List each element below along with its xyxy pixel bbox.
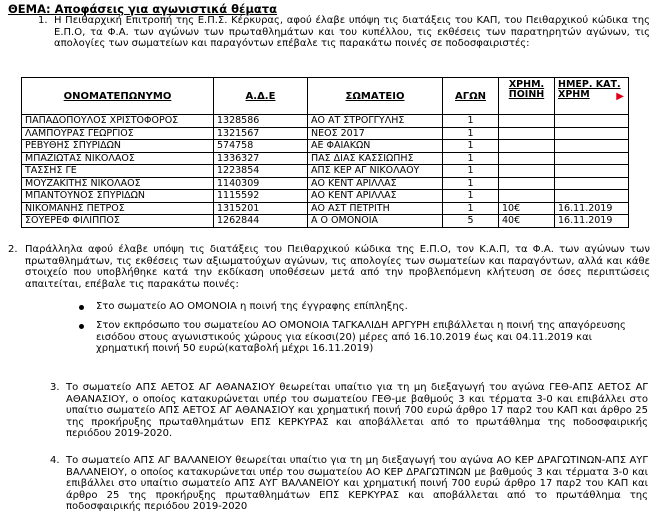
cell-matches: 5 (443, 215, 499, 228)
cell-payment-date (555, 115, 629, 128)
cell-fine (499, 127, 555, 140)
cell-ade-number: 1223854 (214, 165, 308, 178)
cell-ade-number: 1336327 (214, 152, 308, 165)
cell-player-name: ΜΠΑΖΙΩΤΑΣ ΝΙΚΟΛΑΟΣ (22, 152, 214, 165)
cell-club: ΑΠΣ ΚΕΡ ΑΓ ΝΙΚΟΛΑΟΥ (308, 165, 443, 178)
table-row (22, 140, 629, 153)
table-row (22, 202, 629, 215)
item-2-number: 2. (8, 244, 18, 255)
cell-fine (499, 140, 555, 153)
cell-club: ΑΟ ΑΣΤ ΠΕΤΡΙΤΗ (308, 202, 443, 215)
cell-matches: 1 (443, 115, 499, 128)
cell-payment-date (555, 177, 629, 190)
table-row (22, 165, 629, 178)
cell-fine (499, 115, 555, 128)
col-header-name: ΟΝΟΜΑΤΕΠΩΝΥΜΟ (22, 78, 214, 115)
cell-fine (499, 165, 555, 178)
cell-club: Α Ο ΟΜΟΝΟΙΑ (308, 215, 443, 228)
cell-player-name: ΜΟΥΖΑΚΙΤΗΣ ΝΙΚΟΛΑΟΣ (22, 177, 214, 190)
cell-payment-date (555, 140, 629, 153)
cell-matches: 1 (443, 140, 499, 153)
cell-payment-date (555, 152, 629, 165)
cell-ade-number: 574758 (214, 140, 308, 153)
table-row (22, 177, 629, 190)
cell-club: ΑΕ ΦΑΙΑΚΩΝ (308, 140, 443, 153)
cell-matches: 1 (443, 190, 499, 203)
table-row (22, 215, 629, 228)
cell-player-name: ΜΠΑΝΤΟΥΝΟΣ ΣΠΥΡΙΔΩΝ (22, 190, 214, 203)
cell-fine (499, 177, 555, 190)
document-title: ΘΕΜΑ: Αποφάσεις για αγωνιστικά θέματα (8, 2, 278, 16)
cell-payment-date (555, 190, 629, 203)
cell-matches: 1 (443, 202, 499, 215)
table-body (22, 115, 629, 228)
cell-ade-number: 1262844 (214, 215, 308, 228)
col-header-matches: ΑΓΩΝ (443, 78, 499, 115)
table-row (22, 152, 629, 165)
col-header-fine: ΧΡΗΜ. ΠΟΙΝΗ (499, 78, 555, 115)
item-2-bullet-1: Στο σωματείο ΑΟ ΟΜΟΝΟΙΑ η ποινή της έγγραφης επίπληξης. (96, 301, 408, 312)
item-4-number: 4. (50, 455, 60, 466)
table-row (22, 127, 629, 140)
item-4-text: Το σωματείο ΑΠΣ ΑΓ ΒΑΛΑΝΕΙΟΥ θεωρείται υπαίτιο για τη μη διεξαγωγή του αγώνα ΑΟ ΚΕΡ ΔΡΑΓΩΤΙΝΩΝ-ΑΠΣ ΑΥΓ ΒΑΛΑΝΕΙΟΥ, ο οποίος κατακυρώνεται υπέρ του σωματείου ΑΟ ΚΕΡ ΔΡΑΓΩΤΙΝΩΝ με βαθμούς 3 και τέρματα 3-0 και επιβάλλει στο υπαίτιο σωματείο ΑΠΣ ΑΥΓ ΒΑΛΑΝΕΙΟΥ και χρηματική ποινή 700 ευρώ άρθρο 17 παρ2 του ΚΑΠ και άρθρο 25 της προκήρυξης πρωταθλημάτων ΕΠΣ ΚΕΡΚΥΡΑΣ και αποβάλλεται από το πρωτάθλημα της ποδοσφαιρικής περιόδου 2019-2020 (66, 455, 648, 513)
cell-player-name: ΝΙΚΟΜΑΝΗΣ ΠΕΤΡΟΣ (22, 202, 214, 215)
cell-club: ΑΟ ΚΕΝΤ ΑΡΙΛΛΑΣ (308, 190, 443, 203)
cell-club: ΝΕΟΣ 2017 (308, 127, 443, 140)
cell-player-name: ΡΕΒΥΘΗΣ ΣΠΥΡΙΔΩΝ (22, 140, 214, 153)
cell-club: ΑΟ ΑΤ ΣΤΡΟΓΓΥΛΗΣ (308, 115, 443, 128)
cell-fine: 10€ (499, 202, 555, 215)
cell-player-name: ΤΑΣΣΗΣ ΓΕ (22, 165, 214, 178)
cell-payment-date (555, 127, 629, 140)
cell-ade-number: 1321567 (214, 127, 308, 140)
cell-fine (499, 152, 555, 165)
cell-player-name: ΛΑΜΠΟΥΡΑΣ ΓΕΩΡΓΙΟΣ (22, 127, 214, 140)
cell-ade-number: 1328586 (214, 115, 308, 128)
bullet-dot-icon (79, 305, 84, 310)
cell-ade-number: 1140309 (214, 177, 308, 190)
cell-payment-date: 16.11.2019 (555, 202, 629, 215)
cell-fine: 40€ (499, 215, 555, 228)
item-1-number: 1. (38, 15, 48, 26)
cell-ade-number: 1315201 (214, 202, 308, 215)
col-header-ade: Α.Δ.Ε (214, 78, 308, 115)
red-triangle-marker-icon: ▶ (616, 91, 624, 102)
item-1-text: Η Πειθαρχική Επιτροπή της Ε.Π.Σ. Κέρκυρας, αφού έλαβε υπόψη τις διατάξεις του ΚΑΠ, του Πειθαρχικού κώδικα της Ε.Π.Ο, τα Φ.Α. των αγώνων των πρωταθλημάτων και του κυπέλλου, τις εκθέσεις των παρατηρητών αγώνων, τις απολογίες των σωματείων και παραγόντων επέβαλε τις παρακάτω ποινές σε ποδοσφαιριστές: (54, 15, 650, 50)
cell-club: ΑΟ ΚΕΝΤ ΑΡΙΛΛΑΣ (308, 177, 443, 190)
table-row (22, 115, 629, 128)
penalties-table (21, 77, 629, 228)
cell-payment-date (555, 165, 629, 178)
cell-ade-number: 1115592 (214, 190, 308, 203)
cell-matches: 1 (443, 152, 499, 165)
item-3-text: Το σωματείο ΑΠΣ ΑΕΤΟΣ ΑΓ ΑΘΑΝΑΣΙΟΥ θεωρείται υπαίτιο για τη μη διεξαγωγή του αγώνα ΓΕΘ-ΑΠΣ ΑΕΤΟΣ ΑΓ ΑΘΑΝΑΣΙΟΥ, ο οποίος κατακυρώνεται υπέρ του σωματείου ΓΕΘ-με βαθμούς 3 και τέρματα 3-0 και επιβάλλει στο υπαίτιο σωματείο ΑΠΣ ΑΕΤΟΣ ΑΓ ΑΘΑΝΑΣΙΟΥ και χρηματική ποινή 700 ευρώ άρθρο 17 παρ2 του ΚΑΠ και άρθρο 25 της προκήρυξης πρωταθλημάτων ΕΠΣ ΚΕΡΚΥΡΑΣ και αποβάλλεται από το πρωτάθλημα της ποδοσφαιρικής περιόδου 2019-2020. (66, 382, 648, 440)
item-2-bullet-2: Στον εκπρόσωπο του σωματείου ΑΟ ΟΜΟΝΟΙΑ ΤΑΓΚΑΛΙΔΗ ΑΡΓΥΡΗ επιβάλλεται η ποινή της απαγόρευσης εισόδου στους αγωνιστικούς χώρους για είκοσι(20) μέρες από 16.10.2019 έως και 04.11.2019 και χρηματική ποινή 50 ευρώ(καταβολή μέχρι 16.11.2019) (96, 320, 626, 355)
cell-payment-date: 16.11.2019 (555, 215, 629, 228)
item-3-number: 3. (50, 382, 60, 393)
cell-matches: 1 (443, 165, 499, 178)
cell-matches: 1 (443, 127, 499, 140)
cell-player-name: ΠΑΠΑΔΟΠΟΥΛΟΣ ΧΡΙΣΤΟΦΟΡΟΣ (22, 115, 214, 128)
col-header-club: ΣΩΜΑΤΕΙΟ (308, 78, 443, 115)
item-2-text: Παράλληλα αφού έλαβε υπόψη τις διατάξεις του Πειθαρχικού κώδικα της Ε.Π.Ο, τον Κ.Α.Π, τα Φ.Α. των αγώνων των πρωταθλημάτων, τις εκθέσεις των αξιωματούχων αγώνων, τις απολογίες των σωματείων και παραγόντων, αλλά και κάθε στοιχείο που υποβλήθηκε κατά την εκδίκαση υποθέσεων μετά από την προβλεπόμενη κλήτευση σε όσες περιπτώσεις απαιτείται, επέβαλε τις παρακάτω ποινές: (25, 244, 650, 290)
cell-fine (499, 190, 555, 203)
table-header-row (22, 78, 629, 115)
bullet-dot-icon (79, 324, 84, 329)
cell-club: ΠΑΣ ΔΙΑΣ ΚΑΣΣΙΩΠΗΣ (308, 152, 443, 165)
col-header-payment-date (555, 78, 629, 115)
table-row (22, 190, 629, 203)
cell-matches: 1 (443, 177, 499, 190)
cell-player-name: ΣΟΥΕΡΕΦ ΦΙΛΙΠΠΟΣ (22, 215, 214, 228)
col-header-payment-date-label: ΗΜΕΡ. ΚΑΤ. ΧΡΗΜ (558, 79, 621, 100)
